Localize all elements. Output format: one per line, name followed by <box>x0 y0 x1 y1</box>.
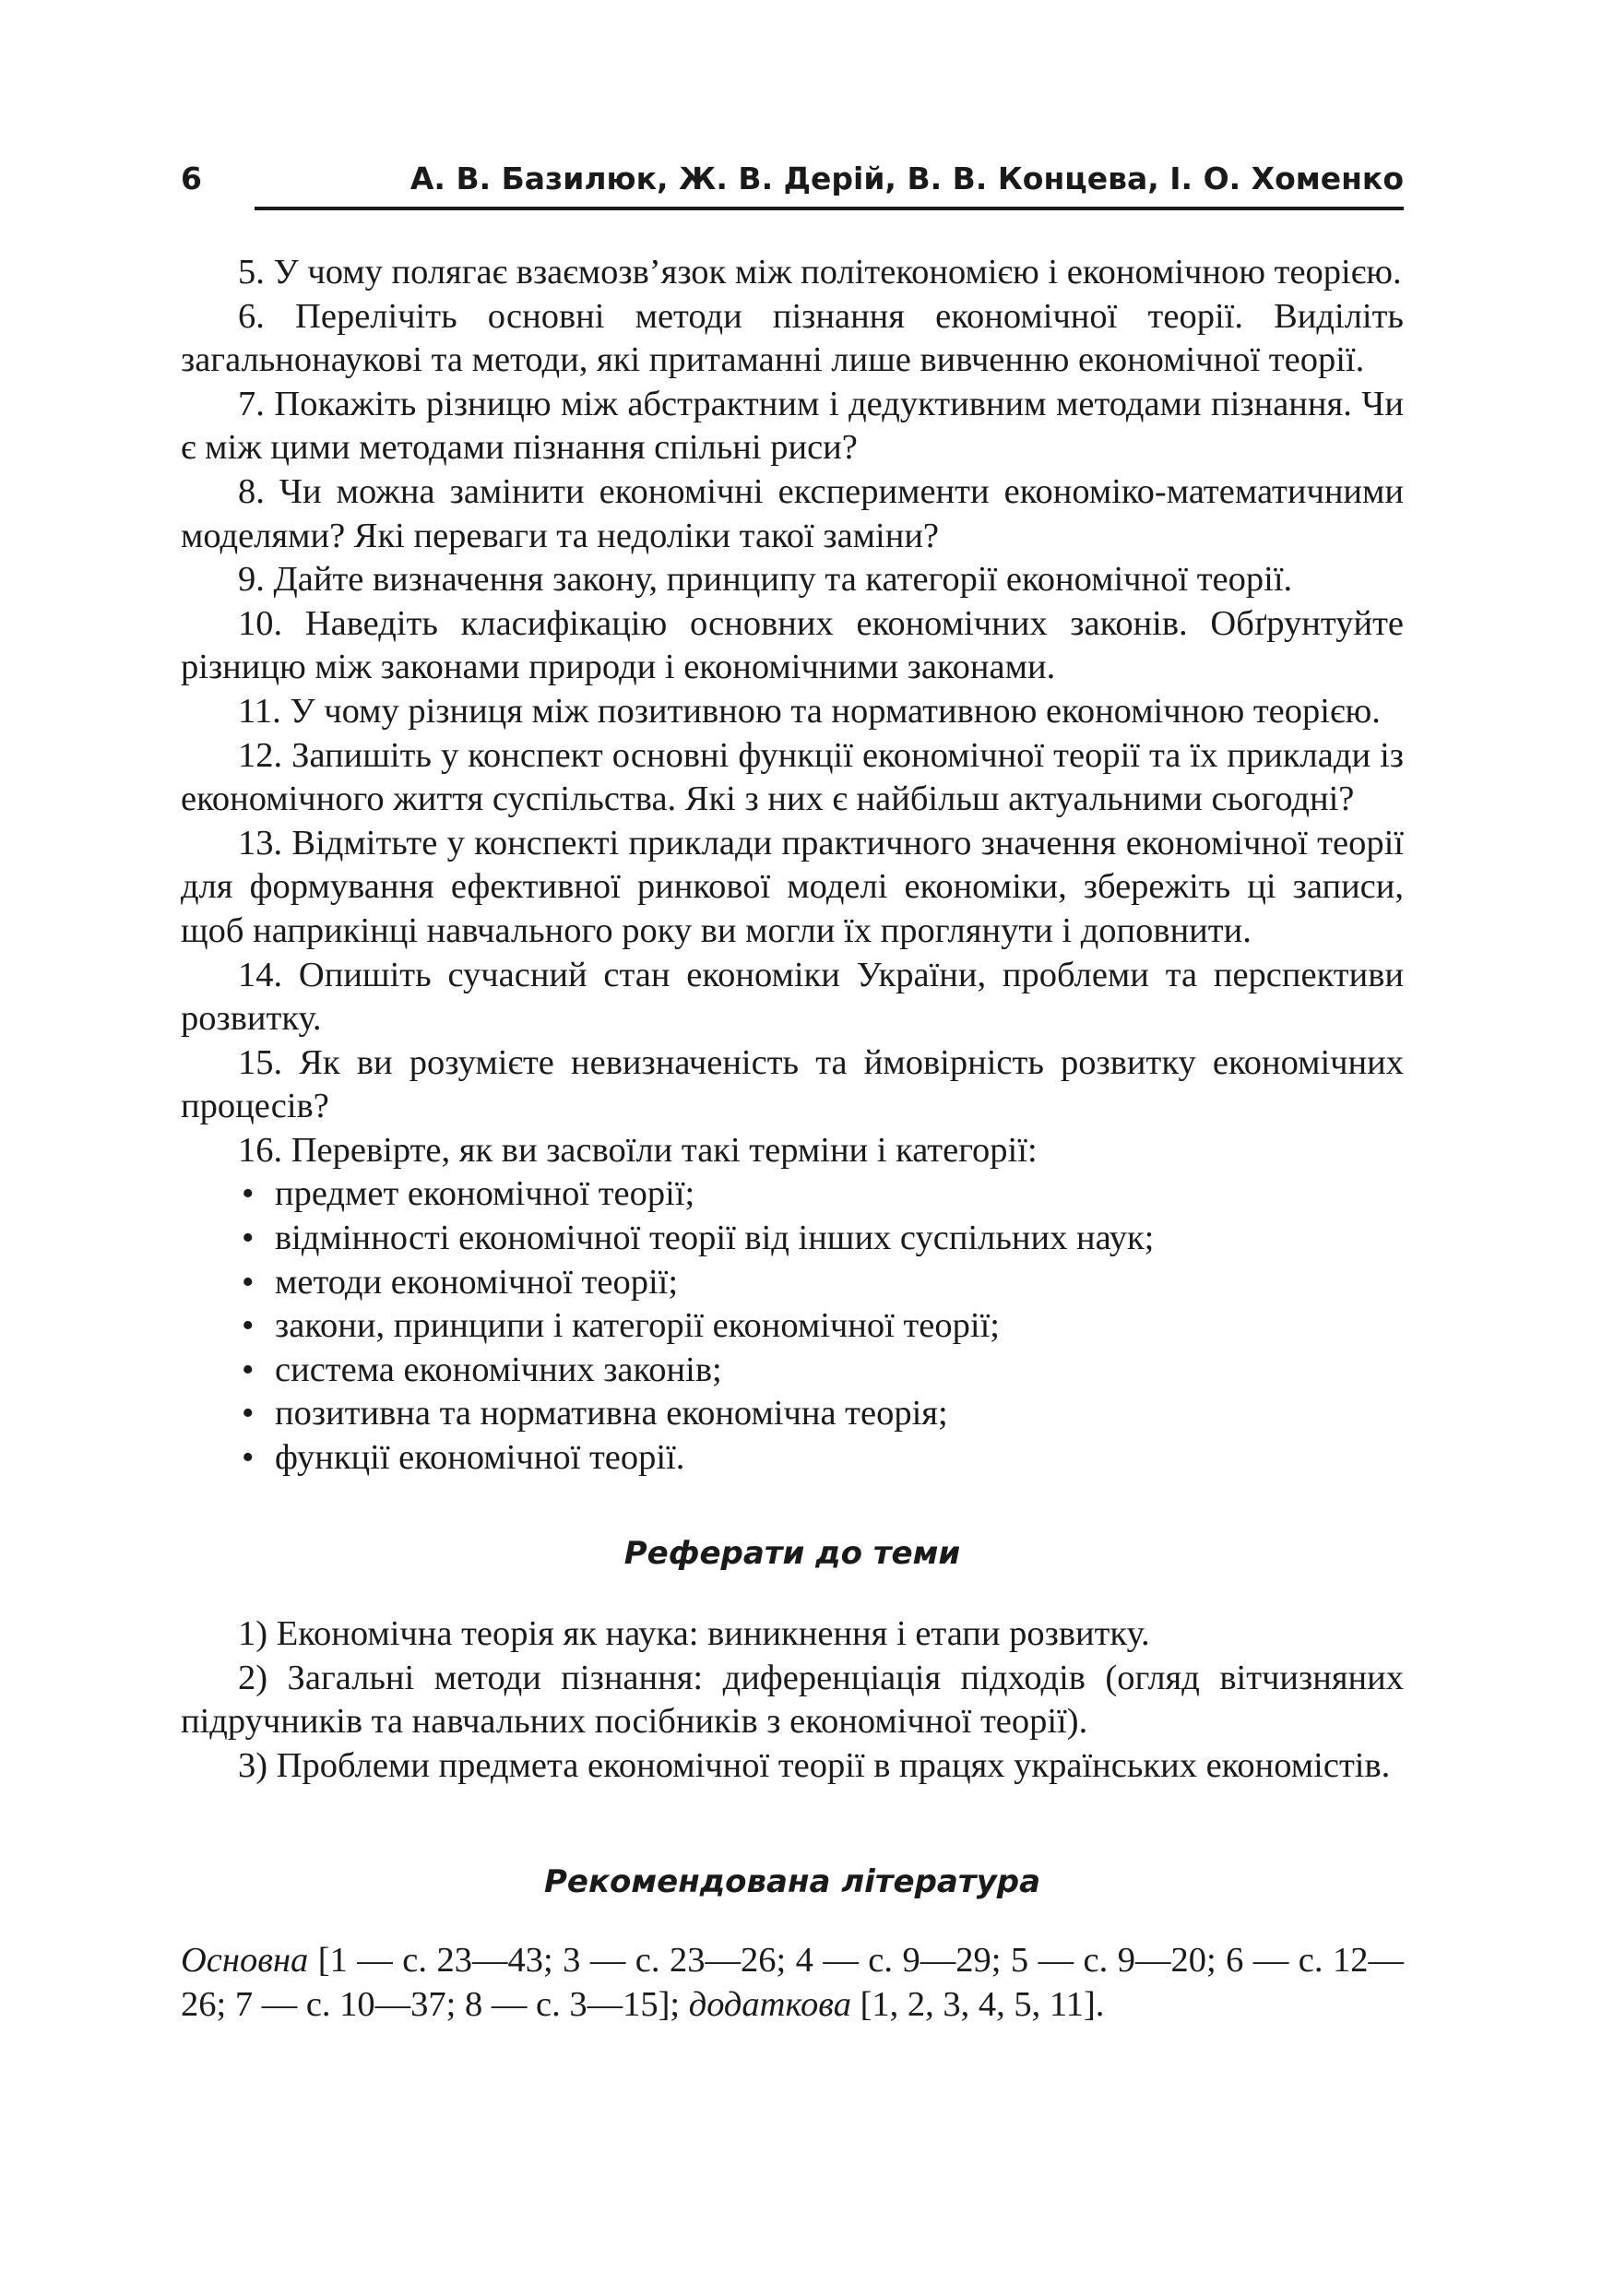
page-number: 6 <box>181 161 202 196</box>
main-literature-refs: [1 — с. 23—43; 3 — с. 23—26; 4 — с. 9—29; 5 — с. 9—20; 6 — с. 12—26; 7 — с. 10—37; 8 — с. 3—15]; <box>181 1941 1404 2024</box>
question-item: 6. Перелічіть основні методи пізнання економічної теорії. Виділіть загальнонаукові та методи, які притаманні лише вивченню економічної теорії. <box>181 296 1404 380</box>
question-item: 12. Запишіть у конспект основні функції економічної теорії та їх приклади із економічного життя суспільства. Які з них є найбільш актуальними сьогодні? <box>181 735 1404 819</box>
question-item: 9. Дайте визначення закону, принципу та категорії економічної теорії. <box>238 560 1293 600</box>
bullet-icon: • <box>242 1262 255 1302</box>
additional-literature-label: додаткова <box>688 1984 851 2024</box>
bullet-icon: • <box>242 1306 255 1346</box>
additional-literature-refs: [1, 2, 3, 4, 5, 11]. <box>850 1984 1105 2024</box>
term-text: закони, принципи і категорії економічної теорії; <box>275 1306 1000 1346</box>
terms-bullet-list <box>181 1172 1404 1480</box>
term-list-item <box>242 1304 1404 1349</box>
literature-heading: Рекомендована література <box>543 1862 1041 1900</box>
question-item: 14. Опишіть сучасний стан економіки України, проблеми та перспективи розвитку. <box>181 955 1404 1039</box>
question-item: 13. Відмітьте у конспекті приклади практичного значення економічної теорії для формування ефективної ринкової моделі економіки, збережіть ці записи, щоб наприкінці навчального року ви могли їх проглянути і доповнити. <box>181 823 1404 950</box>
header-rule <box>255 207 1404 210</box>
term-list-item <box>242 1172 1404 1217</box>
bullet-icon: • <box>242 1219 255 1258</box>
question-item: 5. У чому полягає взаємозв’язок між політекономією і економічною теорією. <box>238 253 1402 291</box>
bullet-icon: • <box>242 1174 255 1214</box>
question-item: 10. Наведіть класифікацію основних економічних законів. Обґрунтуйте різницю між законами природи і економічними законами. <box>181 603 1404 687</box>
term-text: функції економічної теорії. <box>275 1438 685 1478</box>
question-item: 11. У чому різниця між позитивною та нормативною економічною теорією. <box>238 691 1381 731</box>
referat-item: 2) Загальні методи пізнання: диференціація підходів (огляд вітчизняних підручників та навчальних посібників з економічної теорії). <box>181 1658 1404 1742</box>
term-list-item <box>242 1217 1404 1261</box>
question-item: 15. Як ви розумієте невизначеність та ймовірність розвитку економічних процесів? <box>181 1042 1404 1126</box>
running-head-authors: А. В. Базилюк, Ж. В. Дерій, В. В. Концева, І. О. Хоменко <box>409 161 1404 196</box>
referaty-list <box>181 1612 1404 1788</box>
term-text: позитивна та нормативна економічна теорія; <box>275 1394 948 1434</box>
page-body <box>181 251 1404 2027</box>
page-header <box>181 155 1404 203</box>
question-item: 8. Чи можна замінити економічні експерименти економіко-математичними моделями? Які переваги та недоліки такої заміни? <box>181 471 1404 555</box>
term-text: предмет економічної теорії; <box>275 1174 695 1214</box>
term-text: система економічних законів; <box>275 1350 722 1389</box>
question-item: 7. Покажіть різницю між абстрактним і дедуктивним методами пізнання. Чи є між цими методами пізнання спільні риси? <box>181 384 1404 468</box>
referat-item: 3) Проблеми предмета економічної теорії в працях українських економістів. <box>238 1746 1391 1785</box>
term-text: методи економічної теорії; <box>275 1262 679 1302</box>
question-item: 16. Перевірте, як ви засвоїли такі терміни і категорії: <box>238 1130 1038 1170</box>
term-list-item <box>242 1392 1404 1436</box>
questions-list <box>181 251 1404 1172</box>
term-list-item <box>242 1349 1404 1393</box>
referat-item: 1) Економічна теорія як наука: виникнення і етапи розвитку. <box>238 1614 1150 1654</box>
term-text: відмінності економічної теорії від інших суспільних наук; <box>275 1219 1155 1258</box>
term-list-item <box>242 1436 1404 1481</box>
referaty-heading: Реферати до теми <box>623 1534 961 1572</box>
bullet-icon: • <box>242 1394 255 1434</box>
literature-references <box>181 1939 1404 2027</box>
bullet-icon: • <box>242 1350 255 1389</box>
bullet-icon: • <box>242 1438 255 1478</box>
main-literature-label: Основна <box>181 1941 309 1981</box>
term-list-item <box>242 1261 1404 1305</box>
